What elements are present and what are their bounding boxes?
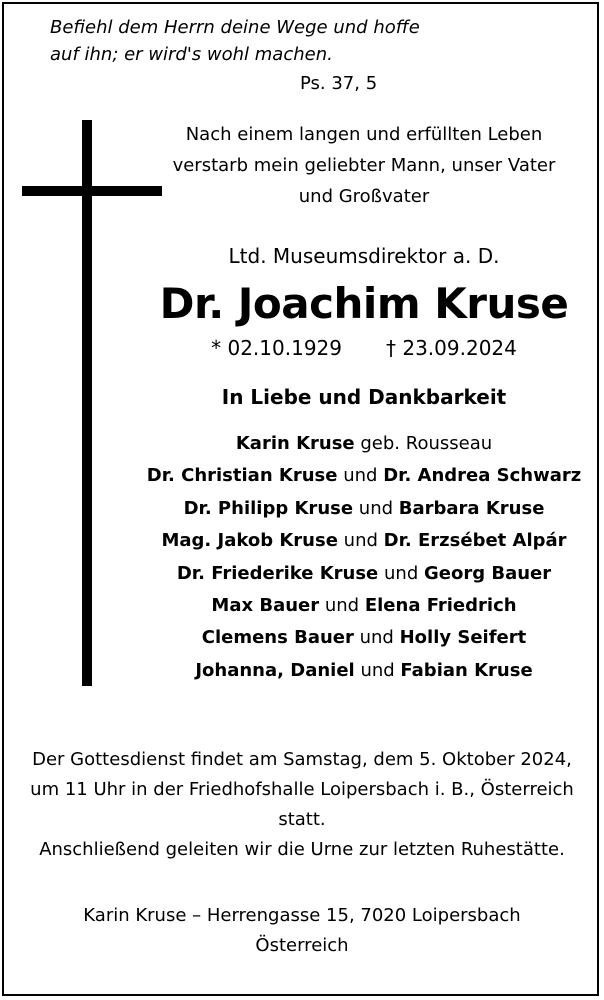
- connector-text: und: [324, 595, 360, 617]
- connector-text: und: [359, 627, 394, 649]
- mourner-name: Clemens Bauer: [201, 627, 354, 649]
- service-line: Der Gottesdienst findet am Samstag, dem 5. Oktober 2024,: [32, 749, 572, 770]
- connector-text: und: [343, 465, 378, 487]
- maiden-name: geb. Rousseau: [360, 433, 493, 454]
- mourner-name: Dr. Erzsébet Alpár: [383, 530, 567, 552]
- service-line: um 11 Uhr in der Friedhofshalle Loipersbach i. B., Österreich: [30, 779, 574, 800]
- mourner-name: Dr. Andrea Schwarz: [383, 465, 582, 487]
- mourner-name: Dr. Friederike Kruse: [176, 562, 379, 584]
- birth-date: * 02.10.1929: [211, 336, 342, 360]
- mourner-row: [134, 590, 594, 622]
- mourner-name: Barbara Kruse: [398, 497, 545, 519]
- connector-text: und: [343, 530, 378, 552]
- mourner-row: [134, 493, 594, 525]
- mourner-row: [134, 655, 594, 687]
- address-line: Österreich: [255, 935, 349, 956]
- death-date: † 23.09.2024: [386, 336, 517, 360]
- mourner-row: [134, 460, 594, 492]
- life-dates: [134, 336, 594, 360]
- mourner-name: Dr. Philipp Kruse: [183, 497, 354, 519]
- verse-line: auf ihn; er wird's wohl machen.: [50, 44, 333, 65]
- connector-text: und: [384, 562, 419, 584]
- cross-icon: [82, 120, 92, 686]
- verse-reference: Ps. 37, 5: [300, 73, 378, 94]
- mourner-name: Johanna, Daniel: [195, 659, 355, 681]
- mourner-name: Georg Bauer: [423, 562, 552, 584]
- mourner-row: [134, 558, 594, 590]
- service-line: Anschließend geleiten wir die Urne zur letzten Ruhestätte.: [39, 839, 565, 860]
- connector-text: und: [358, 497, 394, 519]
- connector-text: und: [360, 659, 395, 681]
- mourner-name: Holly Seifert: [399, 627, 527, 649]
- contact-address: [18, 901, 586, 961]
- service-line: statt.: [278, 809, 326, 830]
- mourner-name: Fabian Kruse: [400, 659, 533, 681]
- mourner-name: Mag. Jakob Kruse: [161, 530, 338, 552]
- intro-line: verstarb mein geliebter Mann, unser Vater: [172, 155, 556, 176]
- bible-verse: [50, 14, 450, 68]
- deceased-title: Ltd. Museumsdirektor a. D.: [228, 244, 500, 268]
- deceased-name: Dr. Joachim Kruse: [159, 279, 569, 328]
- mourner-row: [134, 622, 594, 654]
- mourner-row: [134, 428, 594, 460]
- address-line: Karin Kruse – Herrengasse 15, 7020 Loipersbach: [83, 905, 521, 926]
- mourner-name: Max Bauer: [211, 595, 320, 617]
- intro-text: [134, 119, 594, 212]
- intro-line: und Großvater: [298, 186, 430, 207]
- thanks-heading: In Liebe und Dankbarkeit: [221, 385, 507, 409]
- mourners-list: [134, 428, 594, 687]
- mourner-row: [134, 525, 594, 557]
- intro-line: Nach einem langen und erfüllten Leben: [185, 124, 543, 145]
- mourner-name: Dr. Christian Kruse: [146, 465, 338, 487]
- mourner-name: Elena Friedrich: [364, 595, 517, 617]
- verse-line: Befiehl dem Herrn deine Wege und hoffe: [50, 17, 420, 38]
- service-info: [18, 745, 586, 865]
- mourner-name: Karin Kruse: [235, 433, 355, 454]
